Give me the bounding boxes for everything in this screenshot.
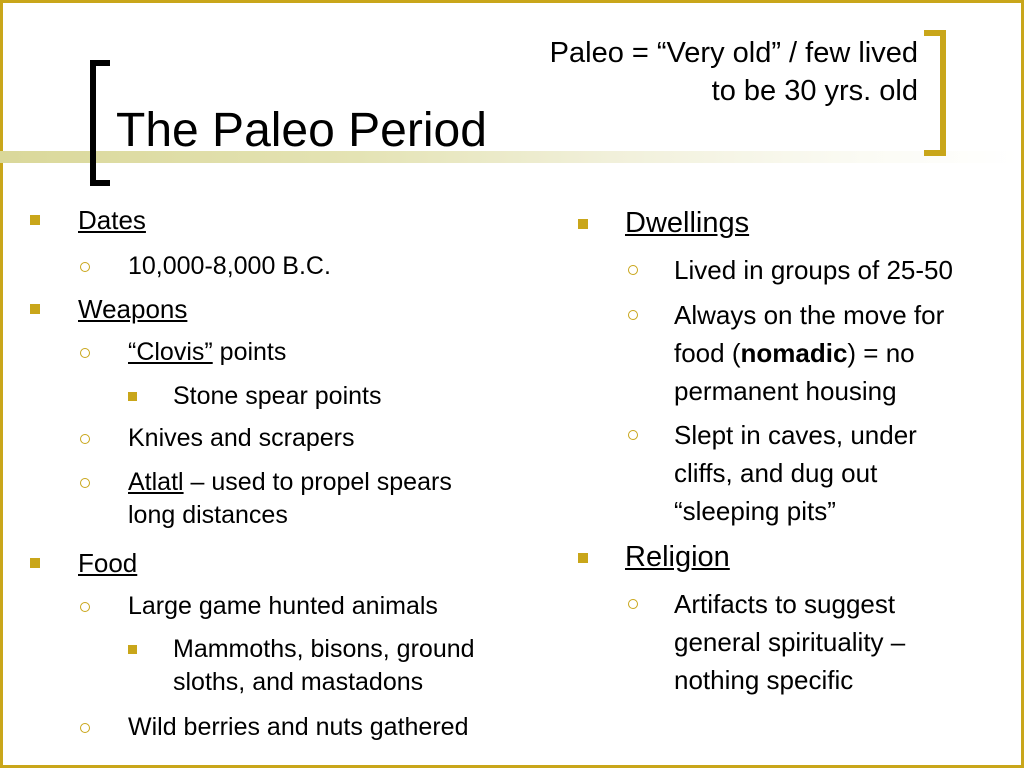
groups: Lived in groups of 25-50 — [674, 255, 953, 285]
mammoths-line1: Mammoths, bisons, ground — [173, 635, 475, 663]
dwellings-heading: Dwellings — [625, 207, 750, 239]
clovis-item — [128, 336, 286, 369]
atlatl-rest: – used to propel spears — [183, 468, 452, 496]
artifacts-line1: Artifacts to suggest — [674, 589, 896, 619]
atlatl-item — [128, 466, 452, 532]
move-line1: Always on the move for — [674, 300, 945, 330]
square-bullet-icon — [578, 219, 588, 229]
right-bracket-decoration — [924, 30, 946, 156]
clovis-rest: points — [212, 338, 287, 366]
square-bullet-icon — [128, 392, 137, 401]
nomadic-item — [674, 296, 944, 410]
slept-item — [674, 416, 917, 530]
dates-heading: Dates — [78, 205, 146, 235]
artifacts-line2: general spirituality – — [674, 627, 906, 657]
circle-bullet-icon — [80, 602, 90, 612]
nomadic-term: nomadic — [740, 338, 848, 368]
mammoths — [173, 633, 475, 699]
square-bullet-icon — [578, 553, 588, 563]
move-line2-post: ) = no — [847, 338, 915, 368]
square-bullet-icon — [128, 645, 137, 654]
circle-bullet-icon — [80, 434, 90, 444]
move-line2-pre: food ( — [674, 338, 741, 368]
religion-heading: Religion — [625, 541, 730, 573]
weapons-heading: Weapons — [78, 294, 188, 324]
knives: Knives and scrapers — [128, 424, 355, 452]
berries: Wild berries and nuts gathered — [128, 713, 469, 741]
square-bullet-icon — [30, 215, 40, 225]
circle-bullet-icon — [80, 478, 90, 488]
circle-bullet-icon — [628, 265, 638, 275]
mammoths-line2: sloths, and mastadons — [173, 668, 424, 696]
circle-bullet-icon — [628, 310, 638, 320]
subtitle-line: Paleo = “Very old” / few lived — [549, 37, 918, 69]
circle-bullet-icon — [80, 262, 90, 272]
artifacts-line3: nothing specific — [674, 665, 854, 695]
atlatl-rest-line2: long distances — [128, 501, 288, 529]
circle-bullet-icon — [628, 599, 638, 609]
subtitle-line: to be 30 yrs. old — [711, 75, 918, 107]
large-game: Large game hunted animals — [128, 592, 438, 620]
slept-line3: “sleeping pits” — [674, 496, 836, 526]
square-bullet-icon — [30, 304, 40, 314]
slept-line1: Slept in caves, under — [674, 420, 917, 450]
atlatl-term: Atlatl — [128, 468, 184, 496]
slept-line2: cliffs, and dug out — [674, 458, 878, 488]
slide-subtitle — [448, 34, 918, 110]
food-heading: Food — [78, 548, 138, 578]
clovis-term: “Clovis” — [128, 338, 213, 366]
circle-bullet-icon — [80, 348, 90, 358]
circle-bullet-icon — [80, 723, 90, 733]
left-bracket-decoration — [90, 60, 110, 186]
circle-bullet-icon — [628, 430, 638, 440]
artifacts-item — [674, 585, 905, 699]
stone-points: Stone spear points — [173, 382, 382, 410]
square-bullet-icon — [30, 558, 40, 568]
slide-title: The Paleo Period — [116, 104, 487, 157]
move-line3: permanent housing — [674, 376, 897, 406]
dates-value: 10,000-8,000 B.C. — [128, 252, 331, 280]
